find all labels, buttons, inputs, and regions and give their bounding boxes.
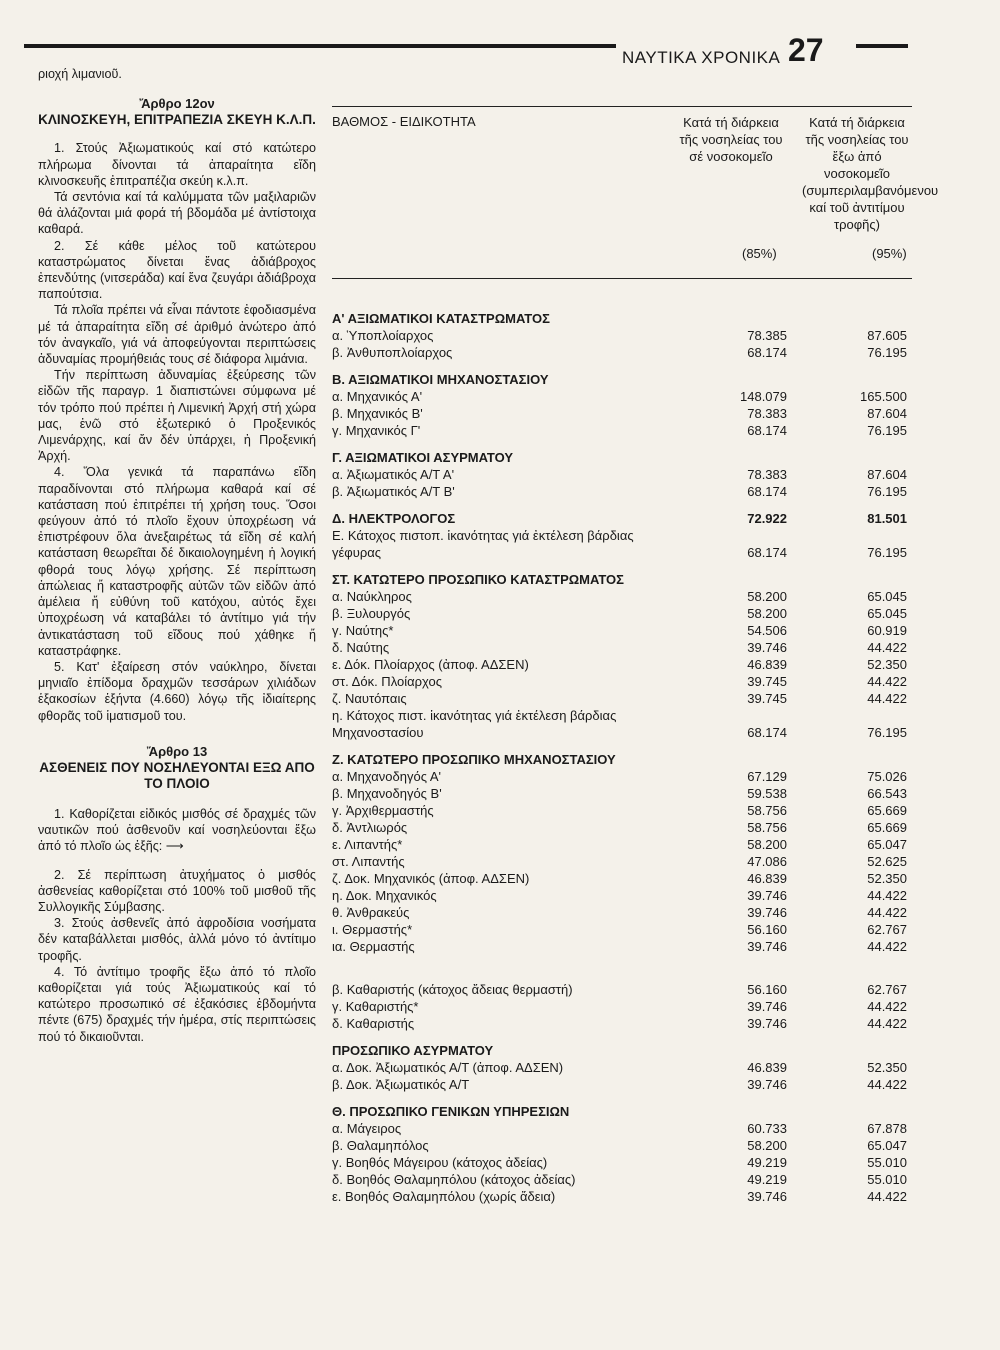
header-rule	[24, 44, 616, 48]
value-outside: 44.422	[867, 691, 907, 706]
section-title-label: Θ. ΠΡΟΣΩΠΙΚΟ ΓΕΝΙΚΩΝ ΥΠΗΡΕΣΙΩΝ	[332, 1104, 570, 1119]
table-row	[332, 1154, 912, 1171]
value-outside: 165.500	[860, 389, 907, 404]
row-label: β. Θαλαμηπόλος	[332, 1138, 429, 1153]
table-section	[332, 449, 912, 500]
value-hospital: 72.922	[747, 511, 787, 526]
value-outside: 52.625	[867, 854, 907, 869]
table-section	[332, 751, 912, 955]
table-row	[332, 690, 912, 707]
table-row	[332, 1015, 912, 1032]
value-outside: 65.045	[867, 589, 907, 604]
row-label: δ. Ναύτης	[332, 640, 390, 655]
table-row	[332, 483, 912, 500]
paragraph: Τά σεντόνια καί τά καλύμματα τῶν μαξιλαριῶν θά ἀλάζονται μιά φορά τή βδομάδα μέ ἀντίστοιχα καθαρά.	[38, 190, 316, 237]
table-row	[332, 466, 912, 483]
value-outside: 87.604	[867, 406, 907, 421]
table-section	[332, 510, 912, 561]
row-label: στ. Δόκ. Πλοίαρχος	[332, 674, 442, 689]
value-outside: 62.767	[867, 922, 907, 937]
value-hospital: 67.129	[747, 769, 787, 784]
value-hospital: 148.079	[740, 389, 787, 404]
paragraph: Τήν περίπτωση ἀδυναμίας ἐξεύρεσης τῶν εἰδῶν τῆς παραγρ. 1 διαπιστώνει σύμφωνα μέ τόν τρόπο πού πρέπει ἡ Λιμενική Ἀρχή στή χώρα μας, ἐνῶ στό ἐξωτερικό ὁ Προξενικός Λιμενάρχης, καί ἄν δέν ὑπάρχει, ἡ Προξενική Ἀρχή.	[38, 368, 316, 464]
value-outside: 52.350	[867, 871, 907, 886]
value-hospital: 39.746	[747, 999, 787, 1014]
row-label: α. Μηχανοδηγός Α'	[332, 769, 442, 784]
table-row	[332, 819, 912, 836]
paragraph: 3. Στούς ἀσθενεῖς ἀπό ἀφροδίσια νοσήματα δέν καταβάλλεται μισθός, ἀλλά μόνο τό ἀντίτιμο τροφῆς.	[38, 916, 316, 963]
value-outside: 52.350	[867, 1060, 907, 1075]
table-row	[332, 656, 912, 673]
table-row	[332, 921, 912, 938]
value-hospital: 58.200	[747, 606, 787, 621]
table-row	[332, 1059, 912, 1076]
magazine-title: ΝΑΥΤΙΚΑ ΧΡΟΝΙΚΑ	[622, 48, 781, 67]
col-outside-header: Κατά τή διάρκεια τῆς νοσηλείας του ἔξω ἀπό νοσοκομεῖο (συμπεριλαμβανόμενου καί τοῦ ἀντιτίμου τροφῆς)	[802, 115, 939, 232]
table-row	[332, 707, 912, 741]
value-outside: 44.422	[867, 1077, 907, 1092]
value-outside: 44.422	[867, 1016, 907, 1031]
row-label: δ. Βοηθός Θαλαμηπόλου (κάτοχος ἀδείας)	[332, 1172, 576, 1187]
page-number: 27	[788, 32, 824, 68]
value-hospital: 39.746	[747, 888, 787, 903]
value-outside: 81.501	[867, 511, 907, 526]
value-hospital: 46.839	[747, 871, 787, 886]
value-outside: 60.919	[867, 623, 907, 638]
value-hospital: 68.174	[747, 545, 787, 560]
row-label: α. Δοκ. Ἀξιωματικός Α/Τ (ἀποφ. ΑΔΣΕΝ)	[332, 1060, 564, 1075]
value-hospital: 56.160	[747, 982, 787, 997]
value-outside: 55.010	[867, 1172, 907, 1187]
table-body	[332, 310, 912, 1205]
section-title	[332, 449, 912, 466]
table-row	[332, 622, 912, 639]
table-row	[332, 639, 912, 656]
row-label: ι. Θερμαστής*	[332, 922, 413, 937]
section-title-label: Β. ΑΞΙΩΜΑΤΙΚΟΙ ΜΗΧΑΝΟΣΤΑΣΙΟΥ	[332, 372, 549, 387]
table-row	[332, 673, 912, 690]
value-hospital: 47.086	[747, 854, 787, 869]
value-hospital: 49.219	[747, 1172, 787, 1187]
value-hospital: 46.839	[747, 1060, 787, 1075]
section-title	[332, 751, 912, 768]
row-label: γ. Ναύτης*	[332, 623, 394, 638]
value-hospital: 58.200	[747, 589, 787, 604]
row-label: β. Ἀνθυποπλοίαρχος	[332, 345, 453, 360]
row-label: η. Κάτοχος πιστ. ἱκανότητας γιά ἐκτέλεση βάρδιας Μηχανοστασίου	[332, 708, 617, 740]
table-section	[332, 981, 912, 1032]
row-label: α. Ἀξιωματικός Α/Τ Α'	[332, 467, 455, 482]
left-column	[38, 66, 316, 1045]
value-hospital: 39.746	[747, 939, 787, 954]
value-outside: 76.195	[867, 545, 907, 560]
value-outside: 55.010	[867, 1155, 907, 1170]
table-row	[332, 802, 912, 819]
row-label: ζ. Ναυτόπαις	[332, 691, 407, 706]
value-outside: 76.195	[867, 484, 907, 499]
row-label: β. Μηχανικός Β'	[332, 406, 423, 421]
paragraph: 1. Στούς Ἀξιωματικούς καί στό κατώτερο πλήρωμα δίνονται τά ἀπαραίτητα εἴδη κλινοσκευῆς ἐπιτραπέζια σκεύη κ.λ.π.	[38, 141, 316, 188]
row-label: γ. Ἀρχιθερμαστής	[332, 803, 434, 818]
value-hospital: 39.746	[747, 905, 787, 920]
value-hospital: 54.506	[747, 623, 787, 638]
value-outside: 75.026	[867, 769, 907, 784]
value-hospital: 58.756	[747, 820, 787, 835]
value-hospital: 78.383	[747, 467, 787, 482]
table-row	[332, 853, 912, 870]
value-outside: 65.047	[867, 1138, 907, 1153]
value-outside: 66.543	[867, 786, 907, 801]
row-label: γ. Καθαριστής*	[332, 999, 419, 1014]
row-label: δ. Καθαριστής	[332, 1016, 415, 1031]
value-hospital: 49.219	[747, 1155, 787, 1170]
row-label: β. Καθαριστής (κάτοχος ἄδειας θερμαστή)	[332, 982, 573, 997]
value-outside: 87.604	[867, 467, 907, 482]
pct-95: (95%)	[872, 246, 907, 261]
row-label: α. Μάγειρος	[332, 1121, 402, 1136]
value-outside: 44.422	[867, 888, 907, 903]
row-label: ια. Θερμαστής	[332, 939, 415, 954]
paragraph: ριοχή λιμανιοῦ.	[38, 67, 122, 81]
article-13-heading: Ἄρθρο 13	[146, 743, 208, 759]
row-label: γ. Μηχανικός Γ'	[332, 423, 421, 438]
value-outside: 76.195	[867, 345, 907, 360]
value-hospital: 68.174	[747, 345, 787, 360]
value-hospital: 46.839	[747, 657, 787, 672]
value-hospital: 59.538	[747, 786, 787, 801]
value-outside: 44.422	[867, 999, 907, 1014]
section-title-label: ΠΡΟΣΩΠΙΚΟ ΑΣΥΡΜΑΤΟΥ	[332, 1043, 494, 1058]
table-row	[332, 887, 912, 904]
table-row	[332, 605, 912, 622]
section-title	[332, 510, 912, 527]
article-13-title: ΑΣΘΕΝΕΙΣ ΠΟΥ ΝΟΣΗΛΕΥΟΝΤΑΙ ΕΞΩ ΑΠΟ ΤΟ ΠΛΟΙΟ	[39, 759, 315, 791]
value-hospital: 58.756	[747, 803, 787, 818]
value-hospital: 39.746	[747, 1077, 787, 1092]
table-header-rule	[332, 278, 912, 279]
table-row	[332, 1137, 912, 1154]
value-hospital: 78.385	[747, 328, 787, 343]
section-title-label: Γ. ΑΞΙΩΜΑΤΙΚΟΙ ΑΣΥΡΜΑΤΟΥ	[332, 450, 514, 465]
section-title	[332, 571, 912, 588]
value-outside: 52.350	[867, 657, 907, 672]
table-row	[332, 527, 912, 561]
value-hospital: 39.746	[747, 640, 787, 655]
row-label: ε. Βοηθός Θαλαμηπόλου (χωρίς ἄδεια)	[332, 1189, 556, 1204]
section-title	[332, 310, 912, 327]
value-outside: 44.422	[867, 640, 907, 655]
col-hospital-header: Κατά τή διάρκεια τῆς νοσηλείας του σέ νοσοκομεῖο	[679, 115, 783, 164]
value-outside: 87.605	[867, 328, 907, 343]
value-hospital: 39.745	[747, 674, 787, 689]
value-hospital: 58.200	[747, 1138, 787, 1153]
row-label: ε. Λιπαντής*	[332, 837, 403, 852]
table-section	[332, 1103, 912, 1205]
table-section	[332, 310, 912, 361]
paragraph: 4. Ὅλα γενικά τά παραπάνω εἴδη παραδίνονται στό πλήρωμα καθαρά καί σέ κατάσταση πού ἐπιτρέπει τή χρήση τους. Ὅσοι φεύγουν ἀπό τό πλοῖο ἔχουν ὑποχρέωση νά ἐπιστρέφουν ὅλα ἀνεξαιρέτως τά εἴδη σέ καλή κατάσταση θεωρεῖται δέ δικαιολογημένη ἡ λογική φθορά τους λόγῳ χρήσης. Σέ περίπτωση ἀπώλειας ἤ καταστροφῆς αὐτῶν τῶν εἰδῶν ἀπό ἀμέλεια ἤ εὐθύνη τοῦ κατόχου, αὐτός ἔχει ὑποχρέωση νά καταβάλει τό ἀντίτιμο γιά τήν ἀντικατάσταση τοῦ εἴδους πού χάθηκε ἤ καταστράφηκε.	[38, 465, 316, 658]
table-row	[332, 1171, 912, 1188]
table-row	[332, 768, 912, 785]
value-hospital: 68.174	[747, 484, 787, 499]
table-row	[332, 344, 912, 361]
table-row	[332, 588, 912, 605]
table-row	[332, 998, 912, 1015]
table-row	[332, 870, 912, 887]
article-12-heading: Ἄρθρο 12ον	[139, 96, 215, 112]
table-row	[332, 785, 912, 802]
value-outside: 65.669	[867, 820, 907, 835]
value-hospital: 68.174	[747, 423, 787, 438]
table-row	[332, 938, 912, 955]
section-title-label: Δ. ΗΛΕΚΤΡΟΛΟΓΟΣ	[332, 511, 456, 526]
table-row	[332, 836, 912, 853]
value-outside: 67.878	[867, 1121, 907, 1136]
value-hospital: 56.160	[747, 922, 787, 937]
row-label: ζ. Δοκ. Μηχανικός (ἀποφ. ΑΔΣΕΝ)	[332, 871, 530, 886]
row-label: α. Ναύκληρος	[332, 589, 412, 604]
value-outside: 65.047	[867, 837, 907, 852]
paragraph: 4. Τό ἀντίτιμο τροφῆς ἔξω ἀπό τό πλοῖο καθορίζεται γιά τούς Ἀξιωματικούς καί τό κατώτερο προσωπικό σέ ἑξακόσιες ἑβδομήντα πέντε (675) δραχμές τήν ἡμέρα, στίς περιπτώσεις πού τό δικαιοῦνται.	[38, 964, 316, 1044]
section-title	[332, 1042, 912, 1059]
value-hospital: 39.745	[747, 691, 787, 706]
value-outside: 76.195	[867, 725, 907, 740]
pct-85: (85%)	[742, 246, 777, 261]
value-hospital: 39.746	[747, 1016, 787, 1031]
col-rank-header: ΒΑΘΜΟΣ - ΕΙΔΙΚΟΤΗΤΑ	[332, 114, 476, 129]
row-label: β. Μηχανοδηγός Β'	[332, 786, 442, 801]
row-label: στ. Λιπαντής	[332, 854, 405, 869]
table-row	[332, 405, 912, 422]
paragraph: 5. Κατ' ἐξαίρεση στόν ναύκληρο, δίνεται μηνιαῖο ἐπίδομα δραχμῶν τεσσάρων χιλιάδων ἑξακοσίων ἑξήντα (4.660) λόγῳ τῆς ἰδιαίτερης φθορᾶς τοῦ ἱματισμοῦ του.	[38, 659, 316, 723]
table-row	[332, 1188, 912, 1205]
row-label: γ. Βοηθός Μάγειρου (κάτοχος ἀδείας)	[332, 1155, 548, 1170]
row-label: β. Ξυλουργός	[332, 606, 411, 621]
value-outside: 62.767	[867, 982, 907, 997]
row-label: δ. Ἀντλιωρός	[332, 820, 408, 835]
section-title	[332, 1103, 912, 1120]
table-row	[332, 388, 912, 405]
value-hospital: 39.746	[747, 1189, 787, 1204]
value-hospital: 60.733	[747, 1121, 787, 1136]
section-title-label: ΣΤ. ΚΑΤΩΤΕΡΟ ΠΡΟΣΩΠΙΚΟ ΚΑΤΑΣΤΡΩΜΑΤΟΣ	[332, 572, 624, 587]
value-hospital: 78.383	[747, 406, 787, 421]
table-row	[332, 422, 912, 439]
row-label: ε. Δόκ. Πλοίαρχος (ἀποφ. ΑΔΣΕΝ)	[332, 657, 529, 672]
table-row	[332, 981, 912, 998]
row-label: α. Μηχανικός Α'	[332, 389, 423, 404]
table-row	[332, 1120, 912, 1137]
row-label: β. Δοκ. Ἀξιωματικός Α/Τ	[332, 1077, 470, 1092]
row-label: α. Ὑποπλοίαρχος	[332, 328, 434, 343]
paragraph: 1. Καθορίζεται εἰδικός μισθός σέ δραχμές τῶν ναυτικῶν πού ἀσθενοῦν καί νοσηλεύονται ἔξω ἀπό τό πλοῖο ὡς ἑξῆς: ⟶	[38, 806, 316, 854]
paragraph: Τά πλοῖα πρέπει νά εἶναι πάντοτε ἐφοδιασμένα μέ τά ἀπαραίτητα εἴδη σέ ἀριθμό ἀνώτερο ἀπό τόν ἀναγκαῖο, γιά νά ἀποφεύγονται περιπτώσεις ἀδυναμίας προμήθειάς τους σέ διάφορα λιμάνια.	[38, 303, 316, 367]
value-outside: 44.422	[867, 939, 907, 954]
section-title	[332, 371, 912, 388]
wage-table	[332, 108, 939, 1205]
table-section	[332, 371, 912, 439]
value-hospital: 68.174	[747, 725, 787, 740]
table-section	[332, 1042, 912, 1093]
paragraph: 2. Σέ περίπτωση ἀτυχήματος ὁ μισθός ἀσθενείας καθορίζεται στό 100% τοῦ μισθοῦ τῆς Συλλογικῆς Σύμβασης.	[38, 867, 316, 914]
value-outside: 44.422	[867, 1189, 907, 1204]
table-row	[332, 327, 912, 344]
value-outside: 44.422	[867, 674, 907, 689]
value-outside: 76.195	[867, 423, 907, 438]
table-section	[332, 571, 912, 741]
value-hospital: 58.200	[747, 837, 787, 852]
value-outside: 65.669	[867, 803, 907, 818]
article-12-title: ΚΛΙΝΟΣΚΕΥΗ, ΕΠΙΤΡΑΠΕΖΙΑ ΣΚΕΥΗ Κ.Λ.Π.	[38, 112, 316, 128]
row-label: Ε. Κάτοχος πιστοπ. ἱκανότητας γιά ἐκτέλεση βάρδιας γέφυρας	[332, 528, 634, 560]
value-outside: 44.422	[867, 905, 907, 920]
paragraph: 2. Σέ κάθε μέλος τοῦ κατώτερου καταστρώματος δίνεται ἕνας ἀδιάβροχος ἐπενδύτης (νιτσεράδα) καί ἕνα ζευγάρι ἀδιάβροχα παπούτσια.	[38, 238, 316, 302]
table-row	[332, 1076, 912, 1093]
table-row	[332, 904, 912, 921]
table-top-rule	[332, 106, 912, 107]
table-header	[332, 108, 939, 278]
value-outside: 65.045	[867, 606, 907, 621]
header-rule-right	[856, 44, 908, 48]
section-title-label: Ζ. ΚΑΤΩΤΕΡΟ ΠΡΟΣΩΠΙΚΟ ΜΗΧΑΝΟΣΤΑΣΙΟΥ	[332, 752, 616, 767]
row-label: η. Δοκ. Μηχανικός	[332, 888, 437, 903]
row-label: β. Ἀξιωματικός Α/Τ Β'	[332, 484, 455, 499]
row-label: θ. Ἀνθρακεύς	[332, 905, 410, 920]
section-title-label: Α' ΑΞΙΩΜΑΤΙΚΟΙ ΚΑΤΑΣΤΡΩΜΑΤΟΣ	[332, 311, 550, 326]
